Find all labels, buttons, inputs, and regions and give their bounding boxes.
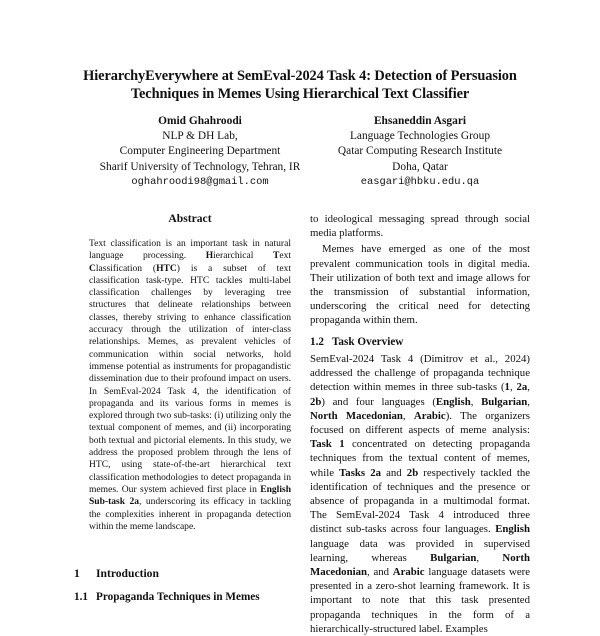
abstract-text: ierarchical bbox=[213, 250, 273, 262]
overview-text: , bbox=[527, 395, 530, 408]
overview-text: , bbox=[402, 409, 414, 422]
subsection-number: 1.1 bbox=[74, 591, 88, 603]
overview-text: , and bbox=[366, 566, 393, 579]
abstract-bold: T bbox=[272, 250, 280, 262]
abstract-text: lassification ( bbox=[95, 262, 157, 274]
author-name: Ehsaneddin Asgari bbox=[373, 115, 467, 127]
paragraph: Memes have emerged as one of the most prevalent communication tools in digital media. Their utilization of both text and image allows for the transmission of substantial information, underscoring the critical need for detecting propaganda within them. bbox=[310, 243, 530, 327]
overview-bold: North Macedonian bbox=[310, 551, 531, 579]
author-affiliation-line: Sharif University of Technology, Tehran, IR bbox=[99, 160, 301, 173]
overview-text: SemEval-2024 Task 4 (Dimitrov et al., 2024) addressed the challenge of propaganda technique detection within memes in three sub-tasks ( bbox=[310, 353, 530, 394]
author-block-1 bbox=[80, 114, 320, 190]
overview-bold: 2b bbox=[310, 395, 322, 408]
abstract-bold: C bbox=[89, 262, 96, 274]
author-affiliation-line: Computer Engineering Department bbox=[119, 145, 281, 158]
overview-bold: 1 bbox=[504, 381, 510, 394]
subsection-heading-propaganda bbox=[74, 591, 260, 603]
abstract-bold: HTC bbox=[156, 262, 177, 274]
author-email: easgari@hbku.edu.qa bbox=[360, 175, 480, 188]
author-affiliation-line: NLP & DH Lab, bbox=[162, 130, 238, 143]
section-heading-introduction bbox=[74, 567, 159, 580]
abstract-text: ) is a subset of text classification task-type. HTC tackles multi-label classification challenges by leveraging tree structures that delineate relationships between classes, thereby striving to enhance classification accuracy through the utilization of inter-class relationships. Memes, as prevalent vehicles of communication within social networks, hold immense potential as instruments for propagandistic dissemination due to their profound impact on users. In SemEval-2024 Task 4, the identification of propaganda and its various forms in memes is explored through two sub-tasks: (i) utilizing only the textual component of memes, and (ii) incorporating both textual and pictorial elements. In this study, we address the proposed problem through the lens of HTC, using state-of-the-art hierarchical text classification methodologies to detect propaganda in memes. Our system achieved first place in bbox=[89, 262, 291, 495]
overview-bold: 2b bbox=[406, 466, 419, 479]
overview-text: and bbox=[381, 466, 407, 479]
abstract-text: Text classification is an important task in natural language processing. bbox=[89, 238, 291, 262]
overview-text: , bbox=[476, 551, 503, 564]
overview-bold: 2a bbox=[516, 381, 528, 394]
overview-bold: English bbox=[495, 523, 530, 536]
overview-bold: North Macedonian bbox=[310, 409, 403, 422]
subsection-title: Propaganda Techniques in Memes bbox=[96, 591, 260, 603]
subsection-title: Task Overview bbox=[332, 336, 404, 348]
overview-text: language datasets were presented in a zero-shot learning framework. It is important to note that this task presented propaganda techniques in the form of a hierarchically-structured label. Examples bbox=[310, 566, 530, 635]
task-overview-paragraph bbox=[310, 352, 530, 636]
author-affiliation-line: Doha, Qatar bbox=[392, 160, 448, 173]
paragraph: to ideological messaging spread through social media platforms. bbox=[310, 213, 530, 240]
subsection-number: 1.2 bbox=[310, 336, 324, 348]
overview-text: , bbox=[527, 381, 530, 394]
right-column-top bbox=[310, 212, 530, 328]
subsection-heading-task-overview bbox=[310, 336, 403, 348]
author-name: Omid Ghahroodi bbox=[158, 115, 242, 127]
overview-text: , bbox=[470, 395, 482, 408]
overview-bold: Arabic bbox=[392, 566, 425, 579]
overview-text: concentrated on detecting propaganda techniques from the textual content of memes, while bbox=[310, 438, 530, 479]
author-affiliation-line: Language Technologies Group bbox=[349, 130, 491, 143]
author-affiliation-line: Qatar Computing Research Institute bbox=[337, 145, 503, 158]
overview-bold: Tasks 2a bbox=[339, 466, 382, 479]
overview-bold: Bulgarian bbox=[430, 551, 477, 564]
author-email: oghahroodi98@gmail.com bbox=[131, 175, 269, 188]
paper-title bbox=[40, 67, 560, 103]
overview-text: ). The organizers focused on different aspects of meme analysis: bbox=[310, 409, 530, 437]
abstract-heading: Abstract bbox=[168, 212, 212, 225]
overview-bold: English bbox=[435, 395, 471, 408]
overview-bold: Task 1 bbox=[310, 438, 345, 451]
abstract-text: , underscoring its efficacy in tackling the complexities inherent in propaganda detection within the meme landscape. bbox=[89, 496, 291, 532]
paper-title-line-1: HierarchyEverywhere at SemEval-2024 Task 4: Detection of Persuasion bbox=[83, 68, 517, 84]
overview-text: , bbox=[509, 381, 517, 394]
overview-text: ) and four languages ( bbox=[321, 395, 436, 408]
abstract-bold: English Sub-task 2a bbox=[89, 483, 291, 508]
abstract-bold: H bbox=[205, 250, 214, 262]
author-block-2 bbox=[300, 114, 540, 190]
abstract-text: ext bbox=[279, 250, 291, 262]
overview-text: respectively tackled the identification of techniques and the presence or absence of propaganda in a multimodal format. The SemEval-2024 Task 4 introduced three distinct sub-tasks across four languages. bbox=[310, 466, 531, 536]
overview-bold: Arabic bbox=[413, 409, 446, 422]
section-title: Introduction bbox=[96, 567, 159, 580]
abstract-body bbox=[89, 238, 291, 533]
overview-text: language data was provided in supervised learning, whereas bbox=[310, 537, 530, 564]
paper-title-line-2: Techniques in Memes Using Hierarchical Text Classifier bbox=[130, 86, 470, 102]
overview-bold: Bulgarian bbox=[481, 395, 528, 408]
section-number: 1 bbox=[74, 567, 80, 580]
